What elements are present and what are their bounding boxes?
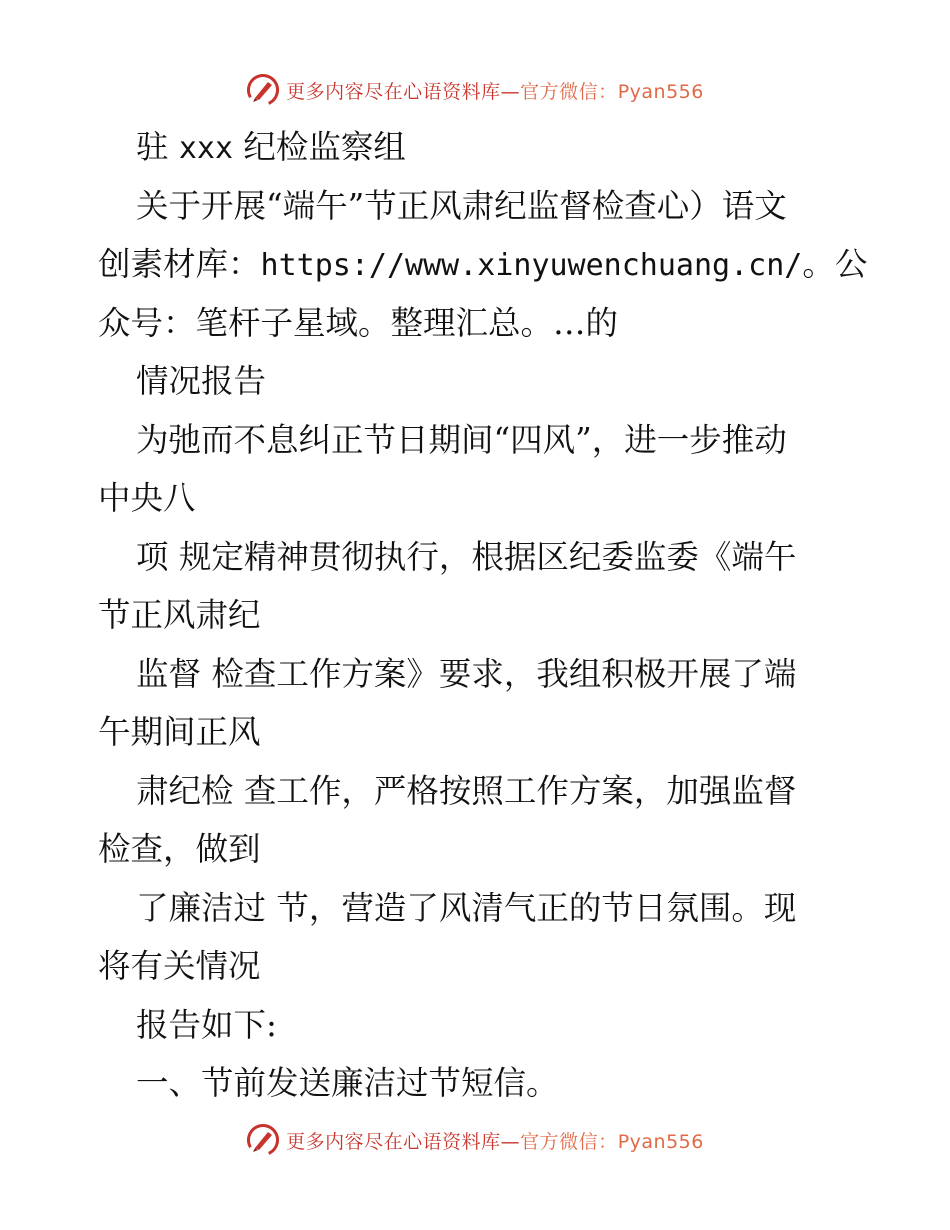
watermark-text: 更多内容尽在心语资料库—官方微信：Pyan556 [286, 80, 704, 103]
brush-logo-icon [246, 1123, 280, 1157]
paragraph-line: 检查，做到 [98, 830, 261, 868]
org-line: 驻 xxx 纪检监察组 [136, 128, 406, 166]
paragraph-line: 为弛而不息纠正节日期间“四风”，进一步推动 [136, 420, 787, 459]
paragraph-line: 午期间正风 [98, 713, 261, 751]
watermark-text: 更多内容尽在心语资料库—官方微信：Pyan556 [286, 1130, 704, 1153]
paragraph-line: 将有关情况 [98, 947, 261, 985]
watermark-banner-bottom [0, 1120, 950, 1160]
source-url: https://www.xinyuwenchuang.cn/ [260, 248, 803, 283]
brush-logo-icon [246, 73, 280, 107]
paragraph-line: 报告如下: [136, 1005, 277, 1044]
section-heading: 一、节前发送廉洁过节短信。 [136, 1064, 559, 1102]
title-line: 众号：笔杆子星域。整理汇总。…的 [98, 303, 619, 342]
paragraph-line: 监督 检查工作方案》要求，我组积极开展了端 [136, 654, 797, 693]
paragraph-line: 节正风肃纪 [98, 596, 261, 634]
paragraph-line: 肃纪检 查工作，严格按照工作方案，加强监督 [136, 771, 797, 810]
document-body [98, 118, 868, 1113]
title-line: 关于开展“端午”节正风肃纪监督检查心）语文 [136, 186, 787, 225]
title-line: 创素材库：https://www.xinyuwenchuang.cn/。公 [98, 245, 868, 283]
watermark-banner-top [0, 70, 950, 110]
paragraph-line: 了廉洁过 节，营造了风清气正的节日氛围。现 [136, 888, 797, 927]
paragraph-line: 中央八 [98, 479, 196, 517]
title-line: 情况报告 [136, 362, 267, 400]
paragraph-line: 项 规定精神贯彻执行，根据区纪委监委《端午 [136, 537, 797, 576]
